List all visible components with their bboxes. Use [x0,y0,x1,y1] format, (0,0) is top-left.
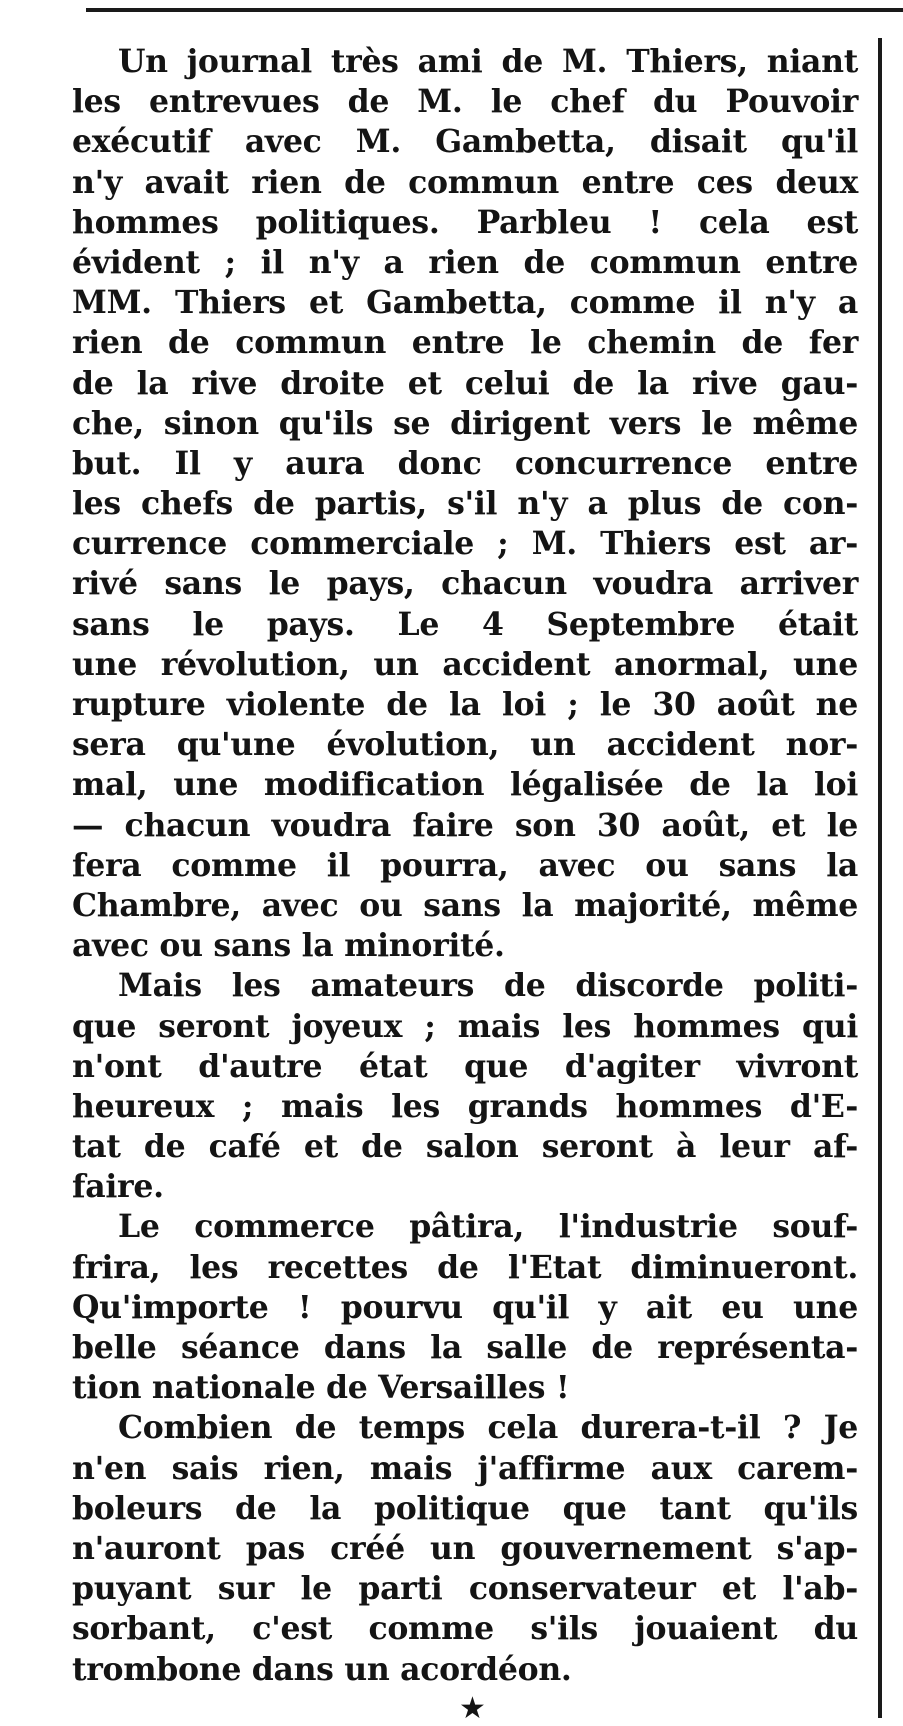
text-line: MM. Thiers et Gambetta, comme il n'y a [72,284,858,322]
text-line: boleurs de la politique que tant qu'ils [72,1489,858,1527]
text-line: trombone dans un acordéon. [72,1650,572,1688]
end-mark-star-icon: ★ [459,1691,486,1726]
text-line: Combien de temps cela durera-t-il ? Je [118,1409,858,1447]
text-line: Mais les amateurs de discorde politi- [118,967,858,1005]
text-line: Le commerce pâtira, l'industrie souf- [118,1208,858,1246]
text-line: faire. [72,1168,164,1206]
text-line: puyant sur le parti conservateur et l'ab- [72,1570,858,1608]
text-line: les entrevues de M. le chef du Pouvoir [72,83,858,121]
text-line: heureux ; mais les grands hommes d'E- [72,1087,858,1125]
text-line: évident ; il n'y a rien de commun entre [72,243,858,281]
text-line: n'ont d'autre état que d'agiter vivront [72,1047,858,1085]
text-line: sera qu'une évolution, un accident nor- [72,726,858,764]
text-line: avec ou sans la minorité. [72,927,505,965]
text-line: rivé sans le pays, chacun voudra arriver [72,565,858,603]
text-line: Qu'importe ! pourvu qu'il y ait eu une [72,1288,858,1326]
text-line: tat de café et de salon seront à leur af- [72,1128,858,1166]
text-line: rien de commun entre le chemin de fer [72,324,858,362]
paragraph-2 [72,966,858,1207]
text-line: but. Il y aura donc concurrence entre [72,444,858,482]
paragraph-1 [72,42,858,966]
paragraph-3 [72,1207,858,1408]
text-line: Chambre, avec ou sans la majorité, même [72,886,858,924]
text-line: frira, les recettes de l'Etat diminueront. [72,1248,858,1286]
text-line: sans le pays. Le 4 Septembre était [72,605,858,643]
text-line: che, sinon qu'ils se dirigent vers le même [72,404,858,442]
right-column-rule [878,38,882,1718]
text-line: de la rive droite et celui de la rive gau- [72,364,858,402]
text-line: une révolution, un accident anormal, une [72,645,858,683]
text-line: que seront joyeux ; mais les hommes qui [72,1007,858,1045]
text-line: Un journal très ami de M. Thiers, niant [118,43,858,80]
text-line: sorbant, c'est comme s'ils jouaient du [72,1610,858,1648]
article-text [72,42,858,1690]
text-line: — chacun voudra faire son 30 août, et le [72,806,858,844]
text-line: les chefs de partis, s'il n'y a plus de con- [72,485,858,523]
text-line: belle séance dans la salle de représenta- [72,1329,858,1366]
text-line: mal, une modification légalisée de la loi [72,766,858,804]
text-line: hommes politiques. Parbleu ! cela est [72,203,858,241]
text-line: fera comme il pourra, avec ou sans la [72,846,858,884]
text-line: n'y avait rien de commun entre ces deux [72,163,858,201]
top-column-rule [86,0,903,12]
text-line: n'auront pas créé un gouvernement s'ap- [72,1529,858,1567]
paragraph-4 [72,1408,858,1689]
text-line: tion nationale de Versailles ! [72,1369,570,1407]
text-line: currence commerciale ; M. Thiers est ar- [72,525,858,563]
text-line: n'en sais rien, mais j'affirme aux carem- [72,1449,858,1487]
text-line: exécutif avec M. Gambetta, disait qu'il [72,123,858,161]
text-line: rupture violente de la loi ; le 30 août ne [72,686,858,723]
